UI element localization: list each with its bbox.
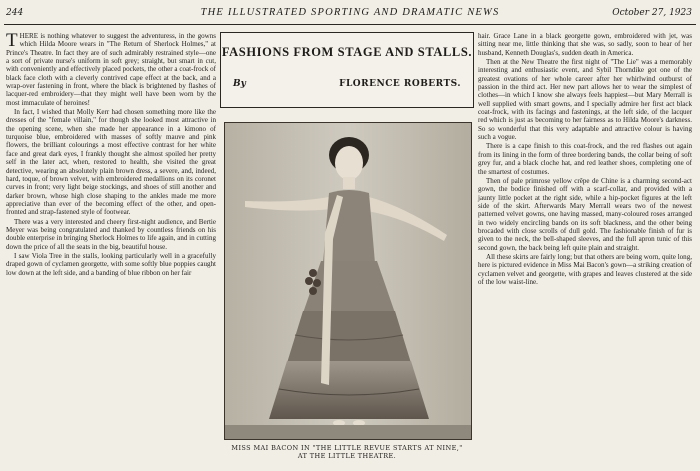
author-name: FLORENCE ROBERTS. [339,79,461,89]
header-rule [4,24,696,25]
portrait-photograph-icon [224,122,472,440]
drop-cap: T [6,30,18,51]
paragraph: All these skirts are fairly long; but that others are being worn, quite long, here is pictured evidence in Miss Mai Bacon's gown—a striking creation of cyclamen velvet and georgette, with grapes and leaves clustered at the side of the low waist-line. [478,252,692,286]
page-header [0,4,700,24]
paragraph: There is a cape finish to this coat-frock, and the red flashes out again from its lining in the form of three bordering bands, the collar being of soft grey fur, and a black cloche hat, and red leather shoes, completing one of the smartest of costumes. [478,142,692,176]
caption-line: MISS MAI BACON IN "THE LITTLE REVUE STARTS AT NINE," [231,444,463,452]
paragraph-text: HERE is nothing whatever to suggest the adventuress, in the gowns which Hilda Moore wears in "The Return of Sherlock Holmes," at Prince's Theatre. In fact they are of such admirably restrained style—one a sort of private nurse's uniform in soft grey; straight, but smart in cut, with conveniently and effectively placed pockets, the other a coat-frock of black face cloth with a cleverly contrived cape effect at the back, and a wrap-over fastening in front, where the black is brightened by flashes of lacquer-red embroidery—that they might well have been worn by the most immaculate of heroines! [6,32,216,107]
article-headline: FASHIONS FROM STAGE AND STALLS. [221,45,473,59]
center-column [220,32,474,466]
byline-prefix: By [233,79,246,89]
paragraph: Then of pale primrose yellow crêpe de Chine is a charming second-act gown, the bodice finished off with a scarf-collar, and provided with a jaunty little pocket at the right side, while a hip-pocket figures at the left side of the skirt. Afterwards Mary Merrall wears two of the newest patterned velvet gowns, one having massed, many-coloured roses arranged in two widely encircling bands on its soft blackness, and the other being brocaded with close scrolls of dull gold. The fashionable finish of fur is given to the neck, the bell-shaped sleeves, and the full apron tunic of this second gown, the back being left quite plain and straight. [478,176,692,252]
left-column [6,32,216,277]
paragraph: In fact, I wished that Molly Kerr had chosen something more like the dresses of the "female villain," for though she looked most attractive in the opening scene, when she made her appearance in a kimono of turquoise blue, embroidered with masses of softly mauve and pink flowers, the brilliant colourings a most effective contrast for her white face and great dark eyes, I frankly thought she almost spoiled her pretty self in the later act, when, restored to health, she visited the great detective, wearing an absolutely plain brown dress, a severe, and, indeed, hard, toque, of brown velvet, with embroidered medallions on its coronet curves in front; very light beige stockings, and shoes of still another and darker brown, whose high close shaping to the ankles made me more appreciative than ever of the becoming effect of the other, and open-fronted and strap-fastened style of footwear. [6,108,216,217]
paragraph [6,32,216,107]
paragraph: hair. Grace Lane in a black georgette gown, embroidered with jet, was sitting near me, little thinking that she was, so sadly, soon to hear of her husband, Kenneth Douglas's, sudden death in America. [478,32,692,57]
publication-title: THE ILLUSTRATED SPORTING AND DRAMATIC NEWS [200,7,500,18]
headline-box [220,32,474,108]
paragraph: Then at the New Theatre the first night of "The Lie" was a memorably interesting and enthusiastic event, and Sybil Thorndike got one of the greatest ovations of her whole career after her whirlwind outburst of passion in the third act. Her new part allows her to wear the simplest of clothes—in which I know she always feels happiest—but Mary Merrall is well supplied with smart gowns, and I specially admire her first act black coat-frock, with its facings and fastenings, at the left side, of the lacquer red which is just as becoming to her fairness as to Hilda Moore's darkness. So so wonderful that this very adaptable and attractive colour is having such a vogue. [478,58,692,142]
issue-date: October 27, 1923 [612,8,692,18]
caption-line: AT THE LITTLE THEATRE. [297,452,397,460]
right-column [478,32,692,286]
photo-caption [220,444,474,460]
page-number: 244 [6,8,24,18]
paragraph: I saw Viola Tree in the stalls, looking particularly well in a gracefully draped gown of cyclamen georgette, with some softly blue poppies caught low down at the left side, and a banding of blue ribbon on her fair [6,251,216,277]
paragraph: There was a very interested and cheery first-night audience, and Bertie Meyer was being congratulated and thanked by countless friends on his double enterprise in bringing Sherlock Holmes to life again, and in cutting down the price of all the seats in the big, beautiful house. [6,217,216,251]
